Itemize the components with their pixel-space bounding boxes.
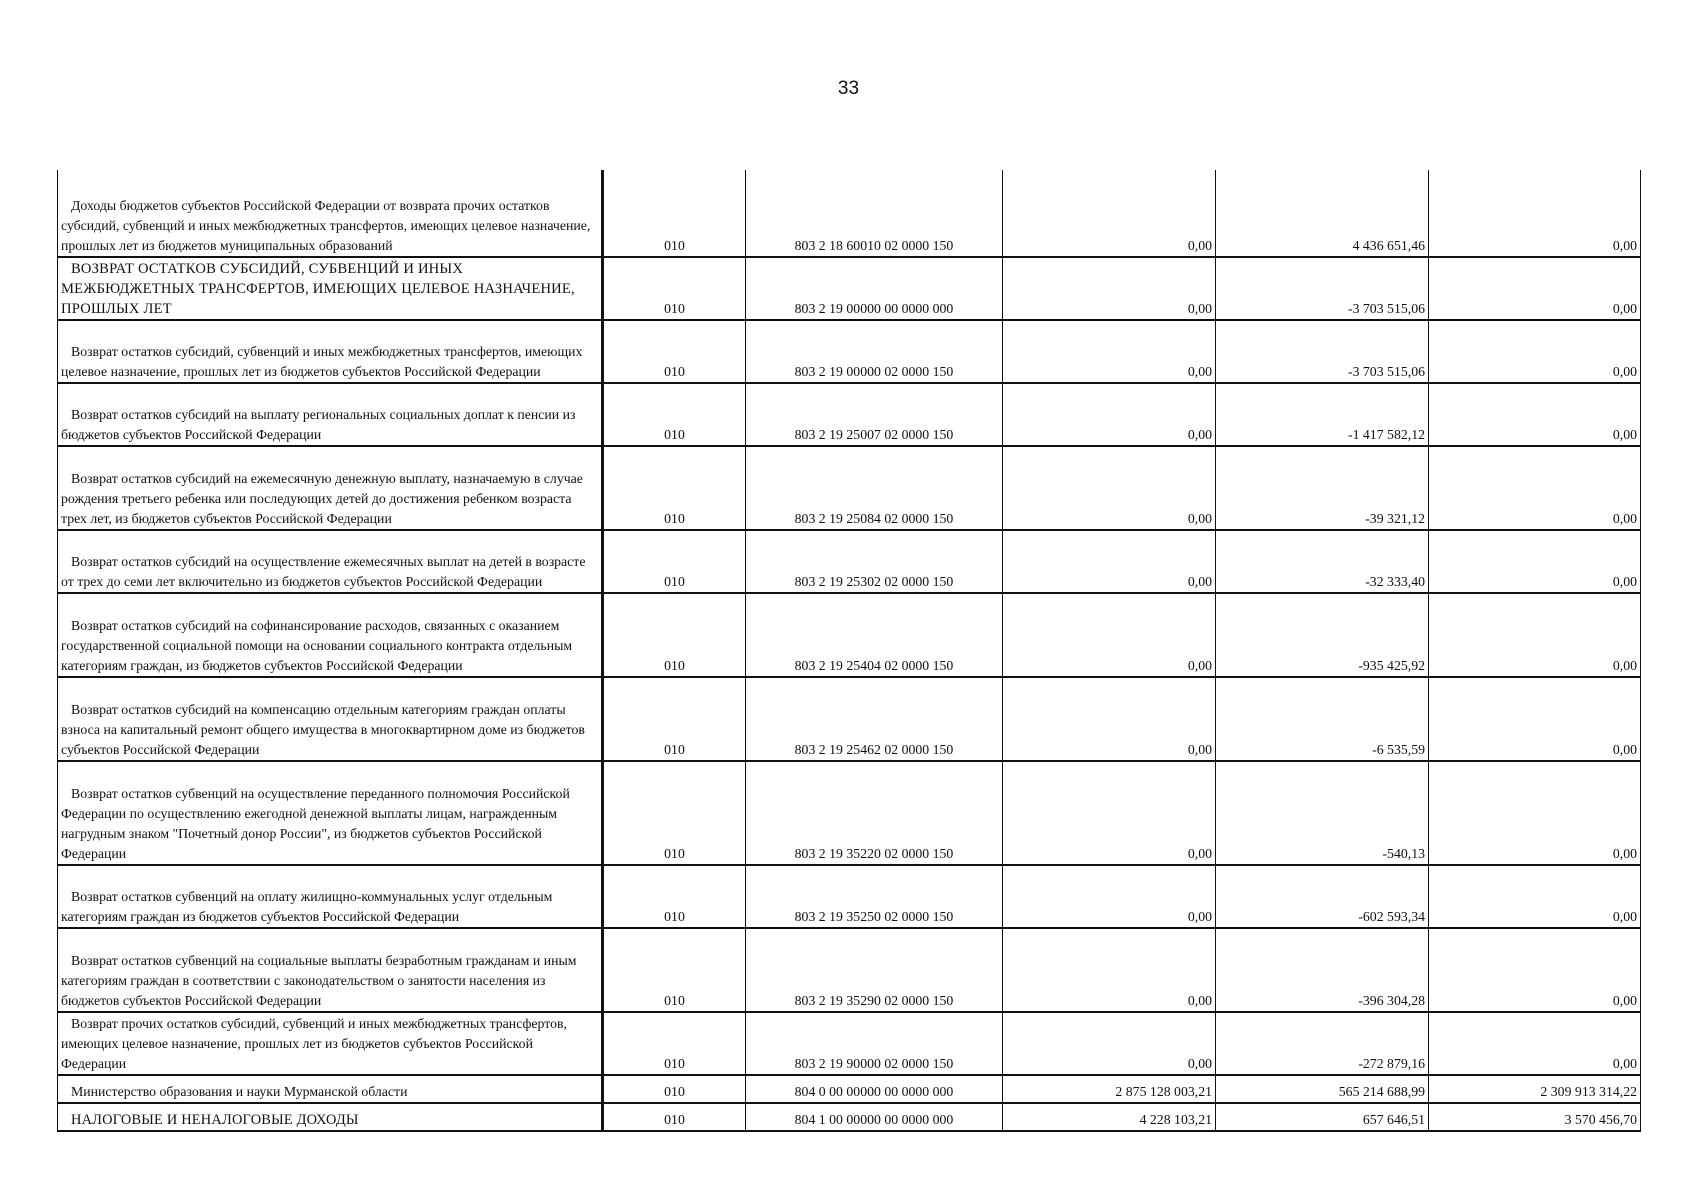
row-admin-code: 010 xyxy=(603,1012,746,1075)
row-value-3: 0,00 xyxy=(1429,530,1641,593)
row-value-2: -32 333,40 xyxy=(1216,530,1429,593)
table-row xyxy=(58,383,1641,446)
row-budget-code: 803 2 19 25084 02 0000 150 xyxy=(746,446,1003,530)
row-admin-code: 010 xyxy=(603,320,746,383)
row-name-cell xyxy=(58,1012,603,1075)
row-value-1: 0,00 xyxy=(1003,677,1216,761)
table-row xyxy=(58,170,1641,257)
row-name: Возврат остатков субсидий на ежемесячную денежную выплату, назначаемую в случае рождения третьего ребенка или последующих детей до достижения ребенком возраста трех лет, из бюджетов субъектов Российской Федерации xyxy=(61,471,583,526)
row-name-cell xyxy=(58,170,603,257)
row-name-cell xyxy=(58,530,603,593)
row-value-2: -272 879,16 xyxy=(1216,1012,1429,1075)
row-value-3: 0,00 xyxy=(1429,928,1641,1012)
row-value-1: 2 875 128 003,21 xyxy=(1003,1075,1216,1103)
row-admin-code: 010 xyxy=(603,446,746,530)
row-name-cell xyxy=(58,865,603,928)
row-value-3: 2 309 913 314,22 xyxy=(1429,1075,1641,1103)
row-value-3: 0,00 xyxy=(1429,761,1641,865)
row-admin-code: 010 xyxy=(603,928,746,1012)
table-row xyxy=(58,257,1641,320)
row-name-cell xyxy=(58,257,603,320)
row-name: Доходы бюджетов субъектов Российской Федерации от возврата прочих остатков субсидий, субвенций и иных межбюджетных трансфертов, имеющих целевое назначение, прошлых лет из бюджетов муниципальных образований xyxy=(61,198,591,253)
row-value-1: 0,00 xyxy=(1003,928,1216,1012)
row-admin-code: 010 xyxy=(603,530,746,593)
row-value-3: 0,00 xyxy=(1429,1012,1641,1075)
table-row xyxy=(58,1012,1641,1075)
row-name-cell xyxy=(58,320,603,383)
table-row xyxy=(58,1075,1641,1103)
table-row xyxy=(58,865,1641,928)
row-value-2: -396 304,28 xyxy=(1216,928,1429,1012)
row-value-1: 0,00 xyxy=(1003,383,1216,446)
row-budget-code: 804 0 00 00000 00 0000 000 xyxy=(746,1075,1003,1103)
row-value-1: 0,00 xyxy=(1003,320,1216,383)
row-value-3: 3 570 456,70 xyxy=(1429,1103,1641,1131)
row-budget-code: 803 2 19 25462 02 0000 150 xyxy=(746,677,1003,761)
row-name-cell xyxy=(58,1075,603,1103)
row-budget-code: 803 2 19 90000 02 0000 150 xyxy=(746,1012,1003,1075)
row-value-2: -39 321,12 xyxy=(1216,446,1429,530)
table-row xyxy=(58,677,1641,761)
row-admin-code: 010 xyxy=(603,1075,746,1103)
row-value-2: -602 593,34 xyxy=(1216,865,1429,928)
row-value-3: 0,00 xyxy=(1429,170,1641,257)
row-name: НАЛОГОВЫЕ И НЕНАЛОГОВЫЕ ДОХОДЫ xyxy=(71,1112,359,1128)
row-admin-code: 010 xyxy=(603,865,746,928)
row-name-cell xyxy=(58,928,603,1012)
row-name: Министерство образования и науки Мурманской области xyxy=(71,1084,408,1099)
row-value-2: -3 703 515,06 xyxy=(1216,320,1429,383)
table-row xyxy=(58,928,1641,1012)
row-admin-code: 010 xyxy=(603,257,746,320)
page-number: 33 xyxy=(837,78,860,99)
row-name-cell xyxy=(58,593,603,677)
row-name: Возврат прочих остатков субсидий, субвенций и иных межбюджетных трансфертов, имеющих целевое назначение, прошлых лет из бюджетов субъектов Российской Федерации xyxy=(61,1016,567,1071)
row-name: Возврат остатков субвенций на осуществление переданного полномочия Российской Федерации по осуществлению ежегодной денежной выплаты лицам, награжденным нагрудным знаком "Почетный донор России", из бюджетов субъектов Российской Федерации xyxy=(61,786,570,861)
row-value-1: 0,00 xyxy=(1003,761,1216,865)
row-value-3: 0,00 xyxy=(1429,865,1641,928)
row-value-2: 565 214 688,99 xyxy=(1216,1075,1429,1103)
row-name: Возврат остатков субсидий, субвенций и иных межбюджетных трансфертов, имеющих целевое назначение, прошлых лет из бюджетов субъектов Российской Федерации xyxy=(61,344,583,379)
row-budget-code: 804 1 00 00000 00 0000 000 xyxy=(746,1103,1003,1131)
row-value-3: 0,00 xyxy=(1429,677,1641,761)
row-name: Возврат остатков субсидий на выплату региональных социальных доплат к пенсии из бюджетов субъектов Российской Федерации xyxy=(61,407,576,442)
row-value-1: 0,00 xyxy=(1003,257,1216,320)
row-admin-code: 010 xyxy=(603,170,746,257)
row-budget-code: 803 2 19 35290 02 0000 150 xyxy=(746,928,1003,1012)
row-budget-code: 803 2 19 00000 02 0000 150 xyxy=(746,320,1003,383)
row-value-2: -540,13 xyxy=(1216,761,1429,865)
row-value-1: 4 228 103,21 xyxy=(1003,1103,1216,1131)
row-name: Возврат остатков субвенций на социальные выплаты безработным гражданам и иным категориям граждан в соответствии с законодательством о занятости населения из бюджетов субъектов Российской Федерации xyxy=(61,953,577,1008)
row-name-cell xyxy=(58,677,603,761)
row-value-2: -935 425,92 xyxy=(1216,593,1429,677)
row-value-2: 4 436 651,46 xyxy=(1216,170,1429,257)
row-value-2: -3 703 515,06 xyxy=(1216,257,1429,320)
row-value-1: 0,00 xyxy=(1003,530,1216,593)
table-row xyxy=(58,761,1641,865)
row-name: ВОЗВРАТ ОСТАТКОВ СУБСИДИЙ, СУБВЕНЦИЙ И ИНЫХ МЕЖБЮДЖЕТНЫХ ТРАНСФЕРТОВ, ИМЕЮЩИХ ЦЕЛЕВОЕ НАЗНАЧЕНИЕ, ПРОШЛЫХ ЛЕТ xyxy=(61,261,575,317)
row-budget-code: 803 2 19 25302 02 0000 150 xyxy=(746,530,1003,593)
table-row xyxy=(58,320,1641,383)
budget-revenue-table xyxy=(57,170,1641,1132)
row-budget-code: 803 2 19 25404 02 0000 150 xyxy=(746,593,1003,677)
row-admin-code: 010 xyxy=(603,383,746,446)
row-value-1: 0,00 xyxy=(1003,446,1216,530)
row-budget-code: 803 2 19 35220 02 0000 150 xyxy=(746,761,1003,865)
row-value-3: 0,00 xyxy=(1429,593,1641,677)
row-name-cell xyxy=(58,383,603,446)
row-value-3: 0,00 xyxy=(1429,257,1641,320)
table-row xyxy=(58,530,1641,593)
row-name: Возврат остатков субсидий на компенсацию отдельным категориям граждан оплаты взноса на капитальный ремонт общего имущества в многоквартирном доме из бюджетов субъектов Российской Федерации xyxy=(61,702,585,757)
row-budget-code: 803 2 19 25007 02 0000 150 xyxy=(746,383,1003,446)
row-value-1: 0,00 xyxy=(1003,865,1216,928)
row-value-1: 0,00 xyxy=(1003,1012,1216,1075)
row-value-3: 0,00 xyxy=(1429,383,1641,446)
table-row xyxy=(58,593,1641,677)
row-value-2: -1 417 582,12 xyxy=(1216,383,1429,446)
row-value-2: -6 535,59 xyxy=(1216,677,1429,761)
row-name-cell xyxy=(58,1103,603,1131)
row-name: Возврат остатков субсидий на осуществление ежемесячных выплат на детей в возрасте от трех до семи лет включительно из бюджетов субъектов Российской Федерации xyxy=(61,554,586,589)
row-value-2: 657 646,51 xyxy=(1216,1103,1429,1131)
row-value-3: 0,00 xyxy=(1429,320,1641,383)
row-budget-code: 803 2 19 35250 02 0000 150 xyxy=(746,865,1003,928)
row-value-3: 0,00 xyxy=(1429,446,1641,530)
row-admin-code: 010 xyxy=(603,761,746,865)
row-name-cell xyxy=(58,446,603,530)
row-budget-code: 803 2 18 60010 02 0000 150 xyxy=(746,170,1003,257)
table-row xyxy=(58,446,1641,530)
row-value-1: 0,00 xyxy=(1003,593,1216,677)
row-admin-code: 010 xyxy=(603,677,746,761)
table-row xyxy=(58,1103,1641,1131)
row-name: Возврат остатков субсидий на софинансирование расходов, связанных с оказанием государственной социальной помощи на основании социального контракта отдельным категориям граждан, из бюджетов субъектов Российской Федерации xyxy=(61,618,573,673)
row-value-1: 0,00 xyxy=(1003,170,1216,257)
row-name: Возврат остатков субвенций на оплату жилищно-коммунальных услуг отдельным категориям граждан из бюджетов субъектов Российской Федерации xyxy=(61,889,553,924)
row-budget-code: 803 2 19 00000 00 0000 000 xyxy=(746,257,1003,320)
row-name-cell xyxy=(58,761,603,865)
row-admin-code: 010 xyxy=(603,593,746,677)
row-admin-code: 010 xyxy=(603,1103,746,1131)
